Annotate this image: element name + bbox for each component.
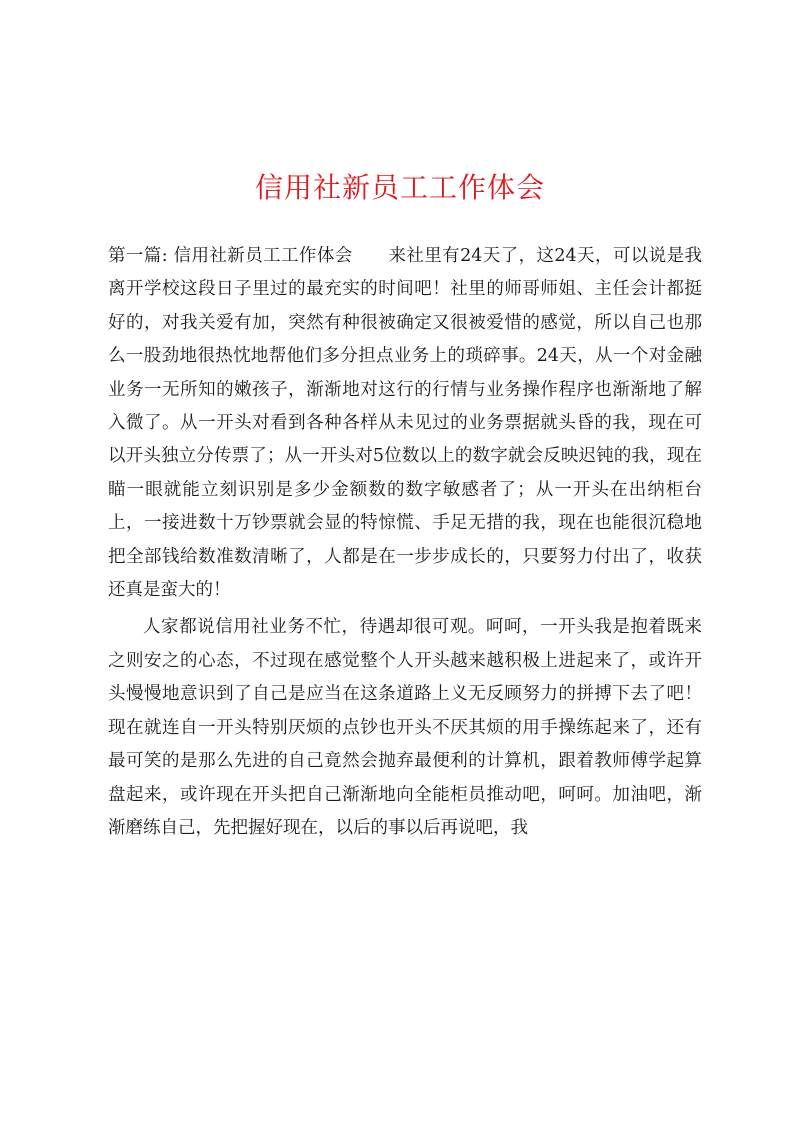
paragraph-2: 人家都说信用社业务不忙，待遇却很可观。呵呵，一开头我是抱着既来之则安之的心态，不过现在感觉整个人开头越来越积极上进起来了，或许开头慢慢地意识到了自己是应当在这条道路上义无反顾努力的拼搏下去了吧！现在就连自一开头特别厌烦的点钞也开头不厌其烦的用手操练起来了，还有最可笑的是那么先进的自己竟然会抛弃最便利的计算机，跟着教师傅学起算盘起来，或许现在开头把自己渐渐地向全能柜员推动吧，呵呵。加油吧，渐渐磨练自己，先把握好现在，以后的事以后再说吧，我 [108, 617, 702, 838]
paragraph-1: 第一篇: 信用社新员工工作体会 来社里有24天了，这24天，可以说是我离开学校这段日子里过的最充实的时间吧！社里的师哥师姐、主任会计都挺好的，对我关爱有加，突然有种很被确定又很被爱惜的感觉，所以自己也那么一股劲地很热忱地帮他们多分担点业务上的琐碎事。24天，从一个对金融业务一无所知的嫩孩子，渐渐地对这行的行情与业务操作程序也渐渐地了解入微了。从一开头对看到各种各样从未见过的业务票据就头昏的我，现在可以开头独立分传票了；从一开头对5位数以上的数字就会反映迟钝的我，现在瞄一眼就能立刻识别是多少金额数的数字敏感者了；从一开头在出纳柜台上，一接进数十万钞票就会显的特惊慌、手足无措的我，现在也能很沉稳地把全部钱给数准数清晰了，人都是在一步步成长的，只要努力付出了，收获还真是蛮大的！ [108, 246, 702, 601]
document-body [108, 240, 702, 845]
document-title: 信用社新员工工作体会 [254, 171, 545, 204]
